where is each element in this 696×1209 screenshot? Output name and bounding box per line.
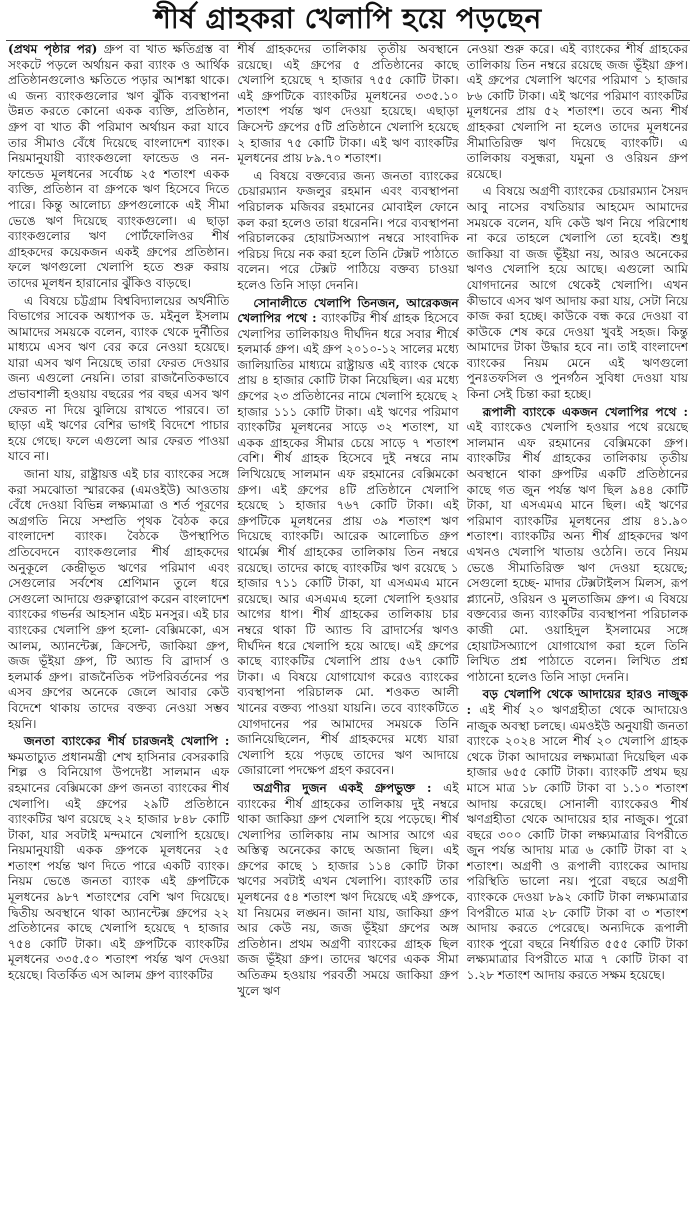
subheading: রূপালী ব্যাংকে একজন খেলাপির পথে : bbox=[482, 404, 688, 419]
column-1 bbox=[8, 42, 229, 1205]
paragraph-text: গ্রুপ বা খাত ক্ষতিগ্রস্ত বা সংকটে পড়লে অর্থায়ন করা ব্যাংক ও আর্থিক প্রতিষ্ঠানগুলোও ক্ষতিতে পড়ার আশঙ্কা থাকে। এ জন্য ব্যাংকগুলোর ঋণ ঝুঁকি ব্যবস্থাপনা উন্নত করতে কোনো একক ব্যক্তি, প্রতিষ্ঠান, গ্রুপ বা খাত কী পরিমাণ অর্থায়ন করা যাবে তার সীমাও বেঁধে দিয়েছে বাংলাদেশ ব্যাংক। নিয়মানুযায়ী ব্যাংকগুলো ফান্ডেড ও নন-ফান্ডেড মূলধনের সর্বোচ্চ ২৫ শতাংশ একক ব্যক্তি, প্রতিষ্ঠান বা গ্রুপকে ঋণ হিসেবে দিতে পারে। কিন্তু আলোচ্য গ্রুপগুলোকে এই সীমা ভেঙে ঋণ দিয়েছে ব্যাংকগুলো। এ ছাড়া ব্যাংকগুলোর ঋণ পোর্টফোলিওর শীর্ষ গ্রাহকদের কয়েকজন একই গ্রুপের প্রতিষ্ঠান। ফলে ঋণগুলো খেলাপি হতে শুরু করায় তাদের মূলধন হারানোর ঝুঁকিও বাড়ছে। bbox=[8, 42, 230, 290]
paragraph: এ বিষয়ে অগ্রণী ব্যাংকের চেয়ারম্যান সৈয়দ আবু নাসের বখতিয়ার আহমেদ আমাদের সময়কে বলেন, যদি কেউ ঋণ নিয়ে পরিশোধ না করে তাহলে খেলাপি তো হবেই। শুধু জাকিয়া বা জজ ভূঁইয়া নয়, আরও অনেকের ঋণও খেলাপি হয়ে আছে। এগুলো আমি যোগদানের আগে থেকেই খেলাপি। এখন কীভাবে এসব ঋণ আদায় করা যায়, সেটা নিয়ে কাজ করা হচ্ছে। কাউকে বন্ধ করে দেওয়া বা কাউকে শেষ করে দেওয়া খুবই সহজ। কিন্তু আমাদের টাকা উদ্ধার হবে না। তাই বাংলাদেশ ব্যাংকের নিয়ম মেনে এই ঋণগুলো পুনঃতফসিল ও পুনর্গঠন সুবিধা দেওয়া যায় কিনা সেই চিন্তা করা হচ্ছে। bbox=[466, 184, 688, 402]
paragraph-text: এই শীর্ষ ২০ ঋণগ্রহীতা থেকে আদায়েও নাজুক অবস্থা চলছে। এমওইউ অনুযায়ী জনতা ব্যাংকে ২০২৪ সালে শীর্ষ ২০ খেলাপি গ্রাহক থেকে টাকা আদায়ের লক্ষ্যমাত্রা দিয়েছিল এক হাজার ৬৫৫ কোটি টাকা। ব্যাংকটি প্রথম ছয় মাসে মাত্র ১৮ কোটি টাকা বা ১.১০ শতাংশ আদায় করেছে। সোনালী ব্যাংকেরও শীর্ষ ঋণগ্রহীতা থেকে আদায়ের হার নাজুক। পুরো বছরে ৩০০ কোটি টাকা লক্ষ্যমাত্রার বিপরীতে জুন পর্যন্ত আদায় মাত্র ৬ কোটি টাকা বা ২ শতাংশ। অগ্রণী ও রূপালী ব্যাংকের আদায় পরিস্থিতি ভালো নয়। পুরো বছরে অগ্রণী ব্যাংককে দেওয়া ৮৯২ কোটি টাকা লক্ষ্যমাত্রার বিপরীতে মাত্র ২৮ কোটি টাকা বা ৩ শতাংশ আদায় করতে পেরেছে। অন্যদিকে রূপালী ব্যাংক পুরো বছরে নির্ধারিত ৫৫৫ কোটি টাকা লক্ষ্যমাত্রার বিপরীতে মাত্র ৭ কোটি টাকা বা ১.২৮ শতাংশ আদায় করতে সক্ষম হয়েছে। bbox=[466, 702, 688, 983]
paragraph: এ বিষয়ে চট্টগ্রাম বিশ্ববিদ্যালয়ের অর্থনীতি বিভাগের সাবেক অধ্যাপক ড. মইনুল ইসলাম আমাদের সময়কে বলেন, ব্যাংক থেকে দুর্নীতির মাধ্যমে এসব ঋণ বের করে নেওয়া হয়েছে। যারা এসব ঋণ নিয়েছে তারা ফেরত দেওয়ার জন্য এগুলো নেয়নি। তারা রাজনৈতিকভাবে প্রভাবশালী হওয়ায় বছরের পর বছর এসব ঋণ ফেরত না দিয়ে ঝুলিয়ে রাখতে পারবে। তা ছাড়া এই ঋণের বেশির ভাগই বিদেশে পাচার হয়ে গেছে। ফলে এগুলো আর ফেরত পাওয়া যাবে না। bbox=[8, 293, 230, 464]
paragraph-text: ক্ষমতাচ্যুত প্রধানমন্ত্রী শেখ হাসিনার বেসরকারি শিল্প ও বিনিয়োগ উপদেষ্টা সালমান এফ রহমানের বেক্সিমকো গ্রুপ জনতা ব্যাংকের শীর্ষ খেলাপি। এই গ্রুপের ২৯টি প্রতিষ্ঠানে ব্যাংকটির ঋণ রয়েছে ২২ হাজার ৮৪৮ কোটি টাকা, যার সবটাই মন্দমানে খেলাপি হয়েছে। নিয়মানুযায়ী একক গ্রুপকে মূলধনের ২৫ শতাংশ পর্যন্ত ঋণ দিতে পারে একটি ব্যাংক। নিয়ম ভেঙে জনতা ব্যাংক এই গ্রুপটিকে মূলধনের ৯৮৭ শতাংশের বেশি ঋণ দিয়েছে। দ্বিতীয় অবস্থানে থাকা অ্যানন্টেক্স গ্রুপের ২২ প্রতিষ্ঠানের কাছে খেলাপি হয়েছে ৭ হাজার ৭৫৪ কোটি টাকা। এই গ্রুপটিকে ব্যাংকটির মূলধনের ৩৩৫.৫০ শতাংশ পর্যন্ত ঋণ দেওয়া হয়েছে। বিতর্কিত এস আলম গ্রুপ ব্যাংকটির bbox=[8, 749, 230, 983]
paragraph-text: এই ব্যাংকের শীর্ষ গ্রাহকের তালিকায় দুই নম্বরে থাকা জাকিয়া গ্রুপ খেলাপি হয়ে পড়েছে। শীর্ষ খেলাপির তালিকায় নাম আসার আগে এর অস্তিত্ব অনেকের কাছে অজানা ছিল। এই গ্রুপের কাছে ১ হাজার ১১৪ কোটি টাকা ঋণের সবটাই এখন খেলাপি। ব্যাংকটি তার মূলধনের ৫৪ শতাংশ ঋণ দিয়েছে এই গ্রুপকে, যা নিয়মের লঙ্ঘন। জানা যায়, জাকিয়া গ্রুপ আর কেউ নয়, জজ ভূঁইয়া গ্রুপের অঙ্গ প্রতিষ্ঠান। প্রথম অগ্রণী ব্যাংকের গ্রাহক ছিল জজ ভূঁইয়া গ্রুপ। তাদের ঋণের একক সীমা অতিক্রম হওয়ায় পরবর্তী সময়ে জাকিয়া গ্রুপ খুলে ঋণ bbox=[237, 780, 459, 998]
subheading: অগ্রণীর দুজন একই গ্রুপভুক্ত : bbox=[253, 780, 432, 795]
paragraph bbox=[467, 687, 688, 983]
paragraph-text: ব্যাংকটির শীর্ষ গ্রাহক হিসেবে খেলাপির তালিকায়ও দীর্ঘদিন ধরে সবার শীর্ষে হলমার্ক গ্রুপ। এই গ্রুপ ২০১০-১২ সালের মধ্যে জালিয়াতির মাধ্যমে রাষ্ট্রায়ত্ত এই ব্যাংক থেকে প্রায় ৪ হাজার কোটি টাকা নিয়েছিল। এর মধ্যে গ্রুপের ২৩ প্রতিষ্ঠানের নামে খেলাপি হয়েছে ২ হাজার ১১১ কোটি টাকা। এই ঋণের পরিমাণ ব্যাংকটির মূলধনের সাড়ে ৩২ শতাংশ, যা একক গ্রাহকের সীমার চেয়ে সাড়ে ৭ শতাংশ বেশি। শীর্ষ গ্রাহক হিসেবে দুই নম্বরে নাম লিখিয়েছে সালমান এফ রহমানের বেক্সিমকো গ্রুপ। এই গ্রুপের ৪টি প্রতিষ্ঠানে খেলাপি হয়েছে ১ হাজার ৭৬৭ কোটি টাকা। এই গ্রুপটিকে মূলধনের প্রায় ৩৯ শতাংশ ঋণ দিয়েছে ব্যাংকটি। আরেক আলোচিত গ্রুপ থার্মেক্স শীর্ষ গ্রাহকের তালিকায় তিন নম্বরে রয়েছে। তাদের কাছে ব্যাংকটির ঋণ রয়েছে ১ হাজার ৭১১ কোটি টাকা, যা এসএমএ মানে রয়েছে। আর এসএমএ হলো খেলাপি হওয়ার আগের ধাপ। শীর্ষ গ্রাহকের তালিকায় চার নম্বরে থাকা টি অ্যান্ড বি ব্রাদার্সের ঋণও দীর্ঘদিন ধরে খেলাপি হয়ে আছে। এই গ্রুপের কাছে ব্যাংকটির খেলাপি প্রায় ৫৬৭ কোটি টাকা। এ বিষয়ে যোগাযোগ করেও ব্যাংকের ব্যবস্থাপনা পরিচালক মো. শওকত আলী খানের বক্তব্য পাওয়া যায়নি। তবে ব্যাংকটিতে যোগদানের পর আমাদের সময়কে তিনি জানিয়েছিলেন, শীর্ষ গ্রাহকদের মধ্যে যারা খেলাপি হয়ে পড়ছে তাদের ঋণ আদায়ে জোরালো পদক্ষেপ গ্রহণ করবেন। bbox=[237, 311, 459, 778]
continuation-label: (প্রথম পৃষ্ঠার পর) bbox=[8, 42, 98, 56]
paragraph bbox=[237, 781, 458, 999]
paragraph-text: এই ব্যাংকেও খেলাপি হওয়ার পথে রয়েছে সালমান এফ রহমানের বেক্সিমকো গ্রুপ। ব্যাংকটির শীর্ষ গ্রাহকের তালিকায় তৃতীয় অবস্থানে থাকা গ্রুপটির একটি প্রতিষ্ঠানের কাছে গত জুন পর্যন্ত ঋণ ছিল ৯৪৪ কোটি টাকা, যা এসএমএ মানে ছিল। এই ঋণের পরিমাণ ব্যাংকটির মূলধনের প্রায় ৪১.৯০ শতাংশ। ব্যাংকটির অন্য শীর্ষ গ্রাহকদের ঋণ এখনও খেলাপি খাতায় ওঠেনি। তবে নিয়ম ভেঙে সীমাতিরিক্ত ঋণ দেওয়া হয়েছে; সেগুলো হচ্ছে- মাদার টেক্সটাইলস মিলস, রূপ প্ল্যানেট, ওরিয়ন ও মুলতাজিম গ্রুপ। এ বিষয়ে বক্তব্যের জন্য ব্যাংকটির ব্যবস্থাপনা পরিচালক কাজী মো. ওয়াহিদুল ইসলামের সঙ্গে হোয়াটসঅ্যাপে যোগাযোগ করা হলে তিনি লিখিত প্রশ্ন পাঠাতে বলেন। লিখিত প্রশ্ন পাঠানো হলেও তিনি সাড়া দেননি। bbox=[466, 420, 688, 684]
paragraph bbox=[8, 734, 229, 984]
subheading: জনতা ব্যাংকের শীর্ষ চারজনই খেলাপি : bbox=[24, 734, 230, 749]
paragraph bbox=[467, 405, 688, 686]
paragraph bbox=[237, 296, 458, 779]
column-2 bbox=[237, 42, 458, 1205]
subheading: বড় খেলাপি থেকে আদায়ের হারও নাজুক : bbox=[466, 687, 688, 717]
column-3 bbox=[467, 42, 688, 1205]
paragraph: এ বিষয়ে বক্তব্যের জন্য জনতা ব্যাংকের চেয়ারম্যান ফজলুর রহমান এবং ব্যবস্থাপনা পরিচালক মজিবর রহমানের মোবাইল ফোনে কল করা হলেও তারা ধরেননি। পরে ব্যবস্থাপনা পরিচালকের হোয়াটসঅ্যাপ নম্বরে সাংবাদিক পরিচয় দিয়ে নক করা হলে তিনি টেক্সট পাঠাতে বলেন। পরে টেক্সট পাঠিয়ে বক্তব্য চাওয়া হলেও তিনি সাড়া দেননি। bbox=[237, 168, 459, 292]
headline: শীর্ষ গ্রাহকরা খেলাপি হয়ে পড়ছেন bbox=[6, 0, 690, 41]
paragraph: শীর্ষ গ্রাহকদের তালিকায় তৃতীয় অবস্থানে রয়েছে। এই গ্রুপের ৫ প্রতিষ্ঠানের কাছে খেলাপি হয়েছে ৭ হাজার ৭৫৫ কোটি টাকা। এই গ্রুপটিকে ব্যাংকটির মূলধনের ৩৩৫.১০ শতাংশ পর্যন্ত ঋণ দেওয়া হয়েছে। এছাড়া ক্রিসেন্ট গ্রুপের ৫টি প্রতিষ্ঠানে খেলাপি হয়েছে ২ হাজার ৭৫ কোটি টাকা। এই ঋণ ব্যাংকটির মূলধনের প্রায় ৮৯.৭০ শতাংশ। bbox=[237, 42, 459, 166]
subheading: সোনালীতে খেলাপি তিনজন, আরেকজন খেলাপির পথে : bbox=[237, 295, 459, 326]
paragraph: নেওয়া শুরু করে। এই ব্যাংকের শীর্ষ গ্রাহকের তালিকায় তিন নম্বরে রয়েছে জজ ভূঁইয়া গ্রুপ। এই গ্রুপের খেলাপি ঋণের পরিমাণ ১ হাজার ৮৬ কোটি টাকা। এই ঋণের পরিমাণ ব্যাংকটির মূলধনের প্রায় ৫২ শতাংশ। তবে অন্য শীর্ষ গ্রাহকরা খেলাপি না হলেও তাদের মূলধনের সীমাতিরিক্ত ঋণ দিয়েছে ব্যাংকটি। এ তালিকায় বসুন্ধরা, যমুনা ও ওরিয়ন গ্রুপ রয়েছে। bbox=[466, 42, 688, 181]
paragraph: জানা যায়, রাষ্ট্রায়ত্ত এই চার ব্যাংকের সঙ্গে করা সমঝোতা স্মারকের (এমওইউ) আওতায় বেঁধে দেওয়া বিভিন্ন লক্ষ্যমাত্রা ও শর্ত পূরণের অগ্রগতি নিয়ে সম্প্রতি পৃথক বৈঠক করে বাংলাদেশ ব্যাংক। বৈঠকে উপস্থাপিত প্রতিবেদনে ব্যাংকগুলোর শীর্ষ গ্রাহকদের অনুকূলে কেন্দ্রীভূত ঋণের পরিমাণ এবং সেগুলোর সর্বশেষ শ্রেণিমান তুলে ধরে সেগুলো আদায়ে গুরুত্বারোপ করেন বাংলাদেশ ব্যাংকের গভর্নর আহসান এইচ মনসুর। এই চার ব্যাংকের খেলাপি গ্রুপ হলো- বেক্সিমকো, এস আলম, অ্যানন্টেক্স, ক্রিসেন্ট, জাকিয়া গ্রুপ, জজ ভূঁইয়া গ্রুপ, টি অ্যান্ড বি ব্রাদার্স ও হলমার্ক গ্রুপ। রাজনৈতিক পটপরিবর্তনের পর এসব গ্রুপের অনেকে জেলে আবার কেউ বিদেশে থাকায় তাদের বক্তব্য নেওয়া সম্ভব হয়নি। bbox=[8, 467, 230, 731]
article-columns bbox=[8, 42, 688, 1205]
paragraph bbox=[8, 42, 229, 292]
